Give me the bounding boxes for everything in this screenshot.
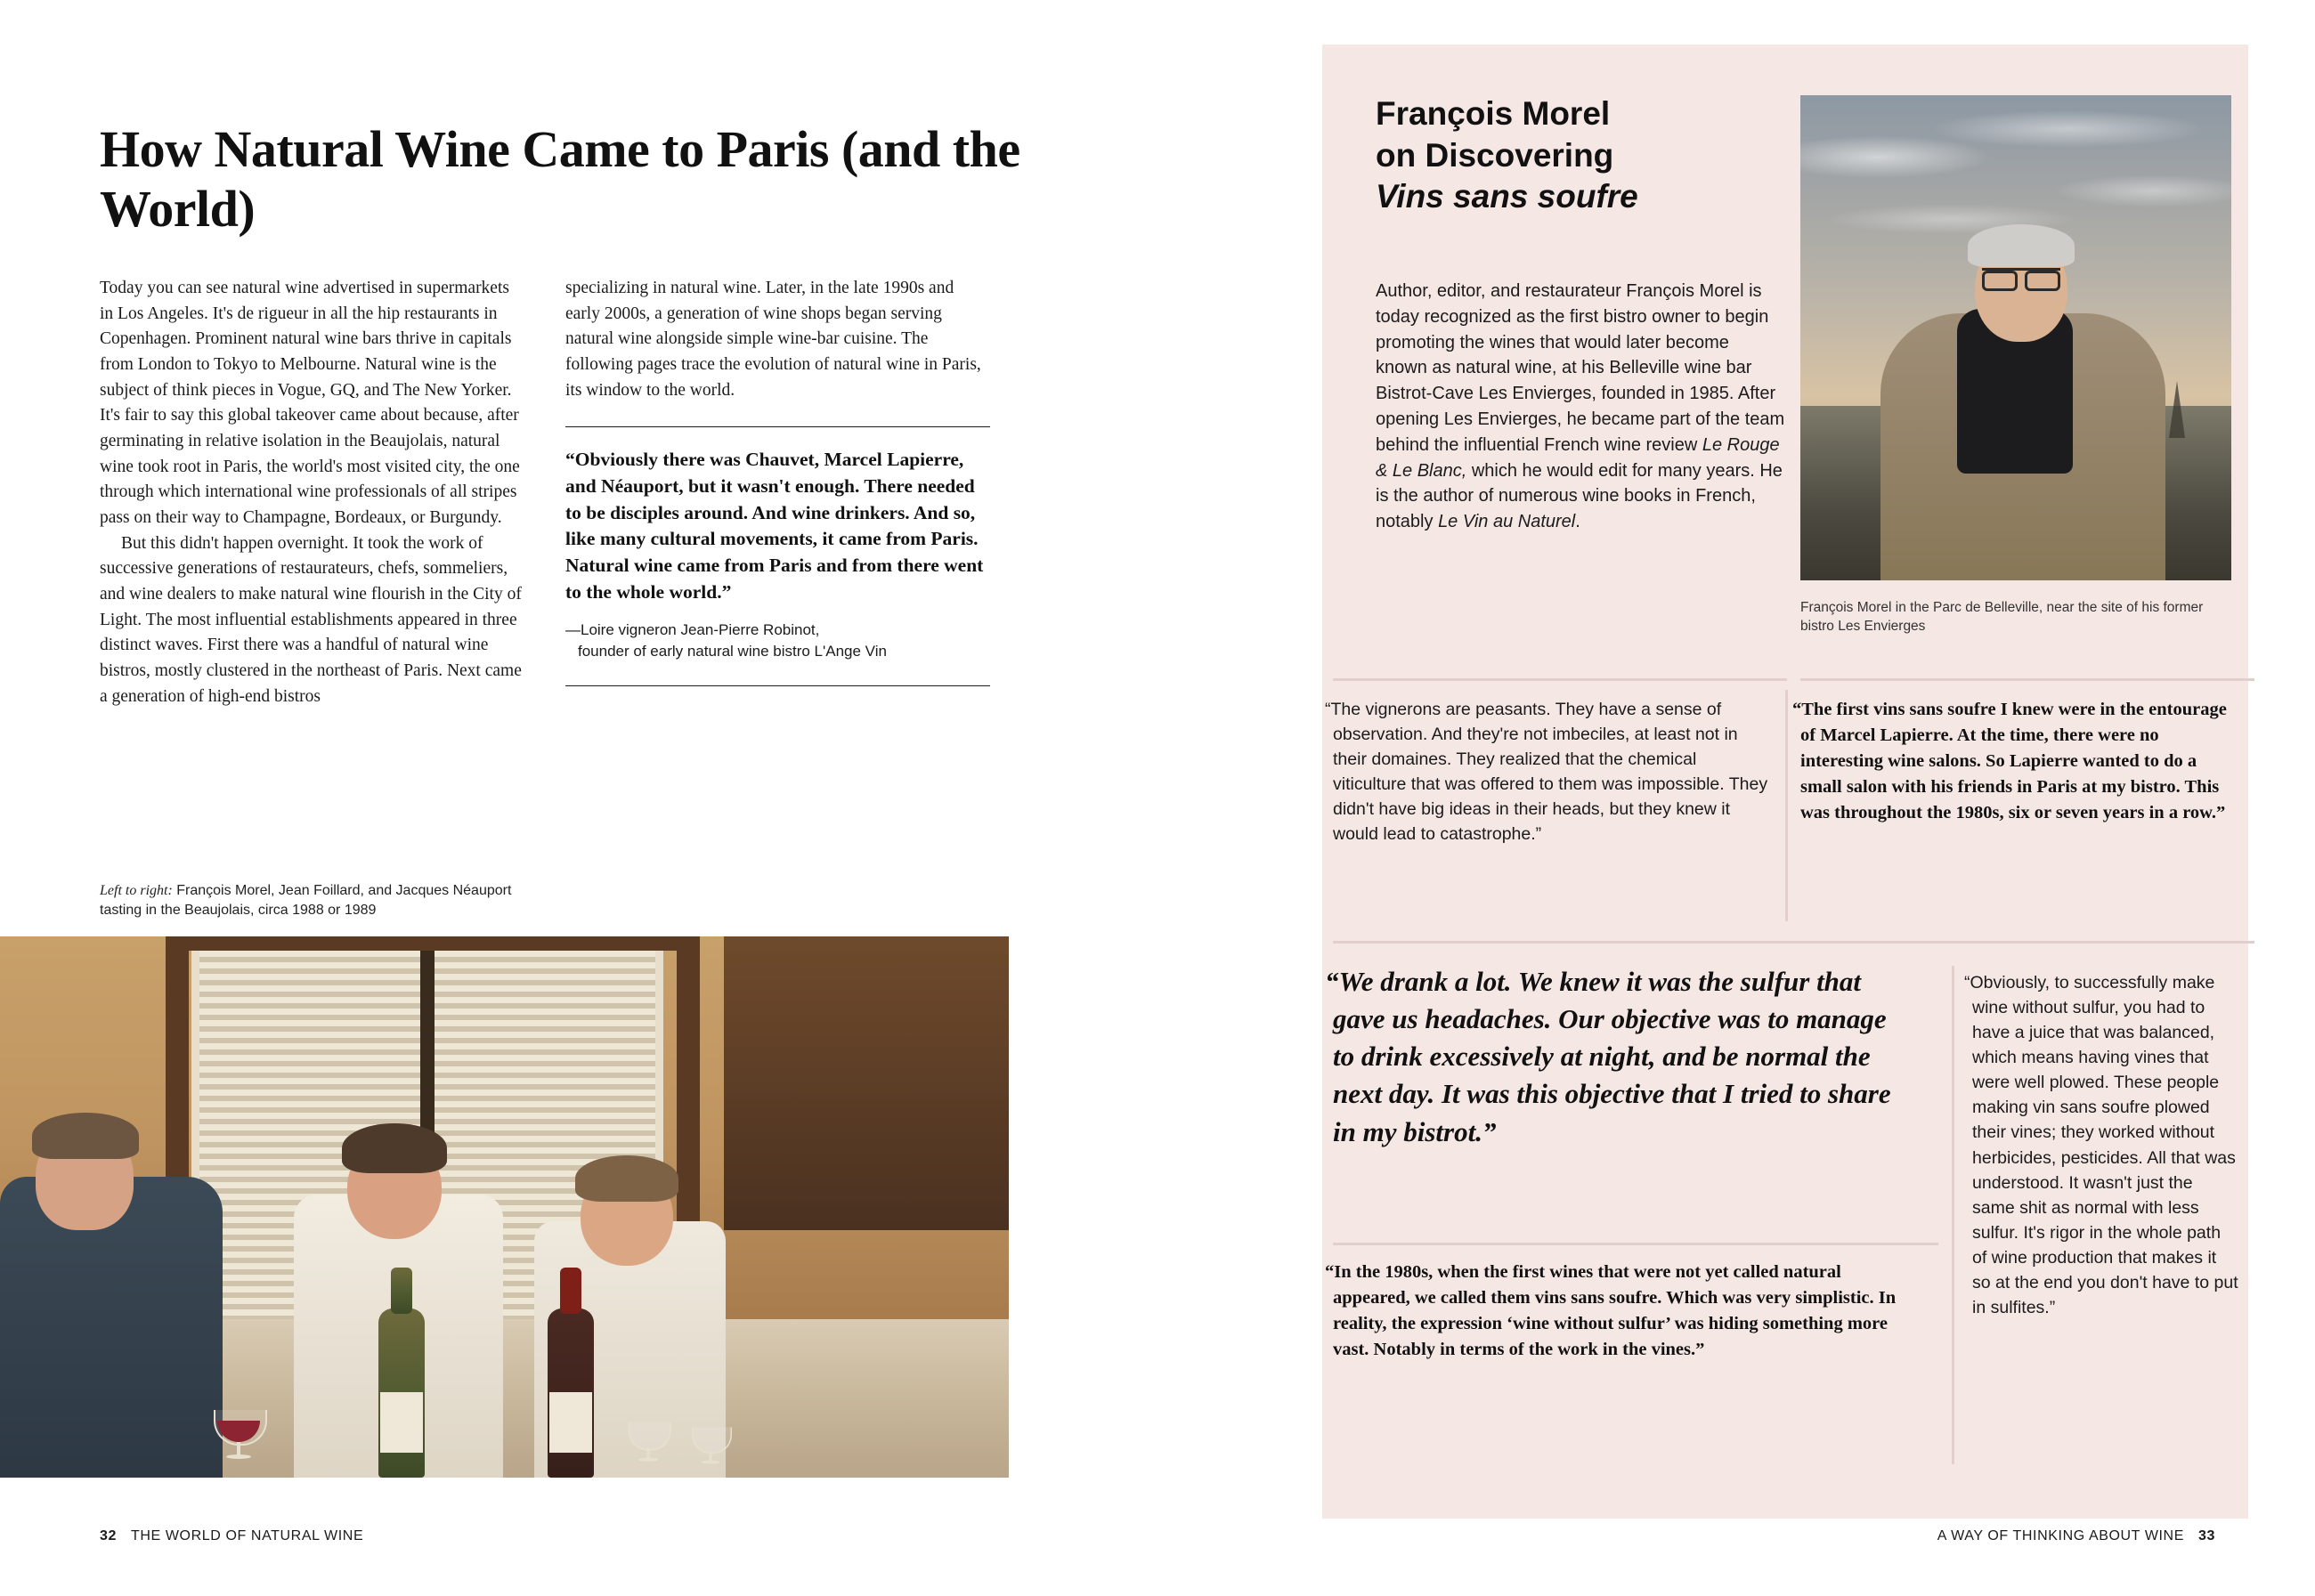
- photo-wine-glass: [629, 1422, 669, 1463]
- pullquote-rule-bottom: [565, 685, 990, 686]
- photo-caption-rest: François Morel, Jean Foillard, and Jacques Néauport tasting in the Beaujolais, circa 1988 or 1989: [100, 883, 512, 919]
- page-number-left: 32: [100, 1528, 117, 1543]
- body-column-1: [100, 276, 524, 709]
- quote-obviously-without-sulfur: “Obviously, to successfully make wine without sulfur, you had to have a juice that was balanced, which means having vines that were well plowed. These people making vin sans soufre plowed their vines; they worked without herbicides, pesticides. All that was understood. It wasn't just the same shit as normal with less sulfur. It's rigor in the whole path of wine production that makes it so at the end you don't have to put in sulfites.”: [1964, 973, 2238, 1318]
- footer-left: [100, 1528, 363, 1544]
- intro-part-3: .: [1575, 512, 1580, 532]
- divider-rule-4: [1333, 1243, 1938, 1245]
- footer-right: [1937, 1528, 2215, 1544]
- article-body: [100, 276, 990, 709]
- intro-italic-2: Le Vin au Naturel: [1438, 512, 1576, 532]
- divider-rule-2: [1800, 678, 2254, 681]
- pullquote-attribution: [565, 620, 990, 662]
- body-column-2: [565, 276, 990, 709]
- sidebar-intro-text: [1376, 279, 1785, 535]
- pullquote-text: “Obviously there was Chauvet, Marcel Lapierre, and Néauport, but it wasn't enough. There needed to be disciples around. And wine drinkers. And so, like many cultural movements, it came from Paris. Natural wine came from Paris and from there went to the whole world.”: [565, 449, 984, 603]
- photo-caption-left: [100, 881, 518, 921]
- eiffel-tower-icon: [2169, 381, 2185, 438]
- sidebar-title: [1376, 93, 1839, 218]
- sidebar-title-line-2: on Discovering: [1376, 136, 1614, 174]
- pullquote-attribution-line2: founder of early natural wine bistro L'Ange Vin: [578, 643, 887, 660]
- page-number-right: 33: [2198, 1528, 2215, 1543]
- intro-part-2: which he would edit for many years. He is the author of numerous wine books in French, notably: [1376, 460, 1783, 532]
- photo-bottle-label: [549, 1392, 592, 1453]
- quote-1980s-vins-sans-soufre: “In the 1980s, when the first wines that were not yet called natural appeared, we called them vins sans soufre. Which was very simplistic. In reality, the expression ‘wine without sulfur’ was hiding something more vast. Notably in terms of the work in the vines.”: [1325, 1262, 1897, 1360]
- photo-tasting-beaujolais: [0, 936, 1009, 1478]
- running-head-left: THE WORLD OF NATURAL WINE: [131, 1528, 364, 1543]
- photo-glass-bowl: [692, 1427, 732, 1454]
- pullquote-attribution-line1: —Loire vigneron Jean-Pierre Robinot,: [565, 621, 820, 639]
- intro-italic-1: Le Rouge & Le Blanc,: [1376, 434, 1780, 481]
- sidebar-title-line-3: Vins sans soufre: [1376, 178, 1638, 215]
- photo-person-left: [0, 1177, 223, 1478]
- photo-glass-foot: [638, 1458, 658, 1462]
- photo-wine-bottle-white: [378, 1308, 425, 1478]
- quote-first-vins-sans-soufre: “The first vins sans soufre I knew were in the entourage of Marcel Lapierre. At the time, there were no interesting wine salons. So Lapierre wanted to do a small salon with his friends in Paris at my bistro. This was throughout the 1980s, six or seven years in a row.”: [1792, 700, 2227, 823]
- quote-we-drank-a-lot: “We drank a lot. We knew it was the sulfur that gave us headaches. Our objective was to manage to drink excessively at night, and be normal the next day. It was this objective that I tried to share in my bistrot.”: [1325, 966, 1891, 1147]
- eyeglasses-icon: [1982, 268, 2060, 287]
- quote-vignerons: “The vignerons are peasants. They have a sense of observation. And they're not imbeciles, at least not in their domaines. They realized that the chemical viticulture that was offered to them was impossible. They didn't have big ideas in their heads, but they knew it would lead to catastrophe.”: [1325, 700, 1768, 845]
- running-head-right: A WAY OF THINKING ABOUT WINE: [1937, 1528, 2184, 1543]
- photo-dark-doorway: [724, 936, 1009, 1230]
- photo-glass-foot: [702, 1461, 720, 1464]
- photo-wine-glass: [692, 1427, 729, 1466]
- photo-glass-bowl: [629, 1422, 671, 1451]
- body-paragraph-3: specializing in natural wine. Later, in the late 1990s and early 2000s, a generation of wine shops began serving natural wine alongside simple wine-bar cuisine. The following pages trace the evolution of natural wine in Paris, its window to the world.: [565, 279, 981, 400]
- portrait-hair: [1968, 224, 2075, 267]
- divider-vertical-2: [1952, 966, 1954, 1464]
- page-title: How Natural Wine Came to Paris (and the World): [100, 119, 1020, 239]
- photo-glass-foot: [226, 1454, 251, 1459]
- portrait-caption: François Morel in the Parc de Belleville, near the site of his former bistro Les Envierges: [1800, 600, 2204, 635]
- body-paragraph-1: Today you can see natural wine advertised in supermarkets in Los Angeles. It's de rigueur in all the hip restaurants in Copenhagen. Prominent natural wine bars thrive in capitals from London to Tokyo to Melbourne. Natural wine is the subject of think pieces in Vogue, GQ, and The New Yorker. It's fair to say this global takeover came about because, after germinating in relative isolation in the Beaujolais, natural wine took root in Paris, the world's most visited city, the one through which international wine professionals of all stripes pass on their way to Champagne, Bordeaux, or Burgundy.: [100, 279, 520, 527]
- divider-vertical-1: [1785, 690, 1788, 921]
- intro-part-1: Author, editor, and restaurateur François Morel is today recognized as the first bistro owner to begin promoting the wines that would later become known as natural wine, at his Belleville wine bar Bistrot-Cave Les Envierges, founded in 1985. After opening Les Envierges, he became part of the team behind the influential French wine review: [1376, 281, 1785, 455]
- sidebar-title-line-1: François Morel: [1376, 95, 1611, 132]
- photo-bottle-label: [380, 1392, 423, 1453]
- photo-caption-lead-in: Left to right:: [100, 883, 173, 898]
- divider-rule-1: [1333, 678, 1787, 681]
- body-paragraph-2: But this didn't happen overnight. It took the work of successive generations of restaurateurs, chefs, sommeliers, and wine dealers to make natural wine flourish in the City of Light. The most influential establishments appeared in three distinct waves. First there was a handful of natural wine bistros, mostly clustered in the northeast of Paris. Next came a generation of high-end bistros: [100, 533, 522, 706]
- photo-wine-bottle-red: [548, 1308, 594, 1478]
- portrait-francois-morel: [1800, 95, 2231, 580]
- photo-wine-glass: [214, 1410, 264, 1462]
- pullquote-rule-top: [565, 426, 990, 427]
- divider-rule-3: [1333, 941, 2254, 944]
